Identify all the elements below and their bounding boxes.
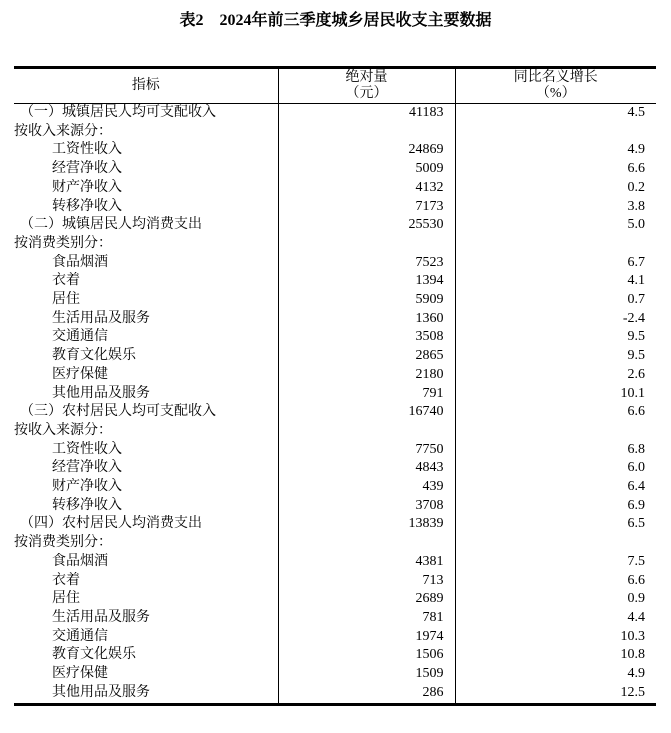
indicator-cell: 教育文化娱乐 (52, 348, 136, 364)
indicator-cell: 生活用品及服务 (52, 310, 150, 326)
indicator-cell: 按收入来源分： (14, 422, 112, 438)
absolute-amount-cell: 3708 (278, 497, 455, 516)
yoy-growth-cell (455, 422, 656, 441)
table-row (14, 160, 656, 179)
table-row (14, 235, 656, 254)
yoy-growth-cell: 10.3 (620, 628, 645, 644)
absolute-amount-cell: 7173 (278, 198, 455, 217)
table-row (14, 478, 656, 497)
table-row (14, 459, 656, 478)
indicator-cell: 转移净收入 (52, 497, 122, 513)
table-row (14, 347, 656, 366)
table-row (14, 254, 656, 273)
income-expenditure-table (14, 66, 656, 706)
yoy-growth-cell: 6.0 (627, 460, 645, 476)
absolute-amount-cell: 5909 (278, 291, 455, 310)
indicator-cell: 其他用品及服务 (52, 385, 150, 401)
table-row (14, 665, 656, 684)
page-title: 表2 2024年前三季度城乡居民收支主要数据 (179, 12, 492, 29)
table-row (14, 628, 656, 647)
absolute-amount-cell: 439 (278, 478, 455, 497)
indicator-cell: 工资性收入 (52, 142, 122, 158)
yoy-growth-cell: 9.5 (627, 329, 645, 345)
absolute-amount-cell: 1509 (278, 665, 455, 684)
column-header-label: 指标 (131, 78, 160, 93)
absolute-amount-cell: 5009 (278, 160, 455, 179)
column-header-label: 同比名义增长 (513, 70, 598, 85)
indicator-cell: 衣着 (52, 273, 80, 289)
table-row (14, 441, 656, 460)
table-row (14, 646, 656, 665)
yoy-growth-cell: 6.7 (627, 254, 645, 270)
yoy-growth-cell: 4.4 (627, 609, 645, 625)
table-row (14, 534, 656, 553)
yoy-growth-cell: -2.4 (622, 310, 645, 326)
indicator-cell: 按消费类别分： (14, 535, 112, 551)
indicator-cell: 转移净收入 (52, 198, 122, 214)
table-row (14, 328, 656, 347)
yoy-growth-cell: 7.5 (627, 553, 645, 569)
table-row (14, 216, 656, 235)
column-header-absolute-amount (278, 68, 455, 104)
table-row (14, 422, 656, 441)
absolute-amount-cell (278, 534, 455, 553)
yoy-growth-cell: 4.9 (627, 666, 645, 682)
absolute-amount-cell: 1360 (278, 310, 455, 329)
absolute-amount-cell: 4132 (278, 179, 455, 198)
yoy-growth-cell: 4.5 (627, 105, 645, 120)
yoy-growth-cell: 6.9 (627, 497, 645, 513)
absolute-amount-cell: 13839 (278, 515, 455, 534)
table-row (14, 291, 656, 310)
indicator-cell: （一）城镇居民人均可支配收入 (20, 105, 216, 120)
indicator-cell: 交通通信 (52, 329, 108, 345)
yoy-growth-cell (455, 235, 656, 254)
yoy-growth-cell: 0.7 (627, 292, 645, 308)
table-row (14, 272, 656, 291)
absolute-amount-cell: 41183 (278, 104, 455, 123)
yoy-growth-cell: 4.9 (627, 142, 645, 158)
yoy-growth-cell: 9.5 (627, 348, 645, 364)
absolute-amount-cell: 1394 (278, 272, 455, 291)
column-header-indicator (14, 68, 278, 104)
yoy-growth-cell: 12.5 (620, 684, 645, 700)
yoy-growth-cell: 10.1 (620, 385, 645, 401)
yoy-growth-cell: 6.4 (627, 479, 645, 495)
yoy-growth-cell: 3.8 (627, 198, 645, 214)
yoy-growth-cell: 5.0 (627, 217, 645, 233)
indicator-cell: 经营净收入 (52, 460, 122, 476)
yoy-growth-cell: 6.6 (627, 572, 645, 588)
column-header-unit: （元） (345, 86, 388, 101)
table-row (14, 123, 656, 142)
absolute-amount-cell: 25530 (278, 216, 455, 235)
yoy-growth-cell (455, 534, 656, 553)
indicator-cell: 居住 (52, 292, 80, 308)
column-header-unit: （%） (535, 86, 576, 101)
absolute-amount-cell (278, 235, 455, 254)
yoy-growth-cell: 10.8 (620, 647, 645, 663)
table-row (14, 104, 656, 123)
indicator-cell: （四）农村居民人均消费支出 (20, 516, 202, 532)
absolute-amount-cell (278, 123, 455, 142)
indicator-cell: 医疗保健 (52, 666, 108, 682)
column-header-yoy-growth (455, 68, 656, 104)
table-row (14, 385, 656, 404)
indicator-cell: 按收入来源分： (14, 123, 112, 139)
table-row (14, 497, 656, 516)
indicator-cell: 衣着 (52, 572, 80, 588)
indicator-cell: 财产净收入 (52, 479, 122, 495)
table-row (14, 366, 656, 385)
yoy-growth-cell: 6.5 (627, 516, 645, 532)
yoy-growth-cell: 4.1 (627, 273, 645, 289)
yoy-growth-cell (455, 123, 656, 142)
indicator-cell: 按消费类别分： (14, 235, 112, 251)
absolute-amount-cell: 2180 (278, 366, 455, 385)
absolute-amount-cell: 16740 (278, 403, 455, 422)
absolute-amount-cell: 4843 (278, 459, 455, 478)
absolute-amount-cell: 2689 (278, 590, 455, 609)
yoy-growth-cell: 6.6 (627, 161, 645, 177)
table-row (14, 198, 656, 217)
yoy-growth-cell: 0.2 (627, 179, 645, 195)
yoy-growth-cell: 0.9 (627, 591, 645, 607)
table-row (14, 179, 656, 198)
indicator-cell: （三）农村居民人均可支配收入 (20, 404, 216, 420)
absolute-amount-cell: 24869 (278, 141, 455, 160)
table-header-row (14, 68, 656, 104)
indicator-cell: 生活用品及服务 (52, 609, 150, 625)
table-row (14, 310, 656, 329)
absolute-amount-cell: 791 (278, 385, 455, 404)
table-row (14, 572, 656, 591)
absolute-amount-cell: 7750 (278, 441, 455, 460)
indicator-cell: 医疗保健 (52, 366, 108, 382)
indicator-cell: 居住 (52, 591, 80, 607)
absolute-amount-cell: 7523 (278, 254, 455, 273)
column-header-label: 绝对量 (345, 70, 388, 85)
indicator-cell: 财产净收入 (52, 179, 122, 195)
table-row (14, 141, 656, 160)
indicator-cell: 其他用品及服务 (52, 684, 150, 700)
absolute-amount-cell: 781 (278, 609, 455, 628)
table-row (14, 684, 656, 704)
yoy-growth-cell: 6.8 (627, 441, 645, 457)
absolute-amount-cell: 1974 (278, 628, 455, 647)
table-row (14, 403, 656, 422)
table-body (14, 104, 656, 705)
indicator-cell: 交通通信 (52, 628, 108, 644)
table-row (14, 515, 656, 534)
yoy-growth-cell: 6.6 (627, 404, 645, 420)
absolute-amount-cell (278, 422, 455, 441)
indicator-cell: 工资性收入 (52, 441, 122, 457)
absolute-amount-cell: 1506 (278, 646, 455, 665)
indicator-cell: 教育文化娱乐 (52, 647, 136, 663)
table-row (14, 553, 656, 572)
absolute-amount-cell: 713 (278, 572, 455, 591)
indicator-cell: （二）城镇居民人均消费支出 (20, 217, 202, 233)
table-row (14, 590, 656, 609)
indicator-cell: 食品烟酒 (52, 553, 108, 569)
indicator-cell: 食品烟酒 (52, 254, 108, 270)
table-row (14, 609, 656, 628)
absolute-amount-cell: 4381 (278, 553, 455, 572)
absolute-amount-cell: 286 (278, 684, 455, 704)
absolute-amount-cell: 3508 (278, 328, 455, 347)
absolute-amount-cell: 2865 (278, 347, 455, 366)
yoy-growth-cell: 2.6 (627, 366, 645, 382)
indicator-cell: 经营净收入 (52, 161, 122, 177)
